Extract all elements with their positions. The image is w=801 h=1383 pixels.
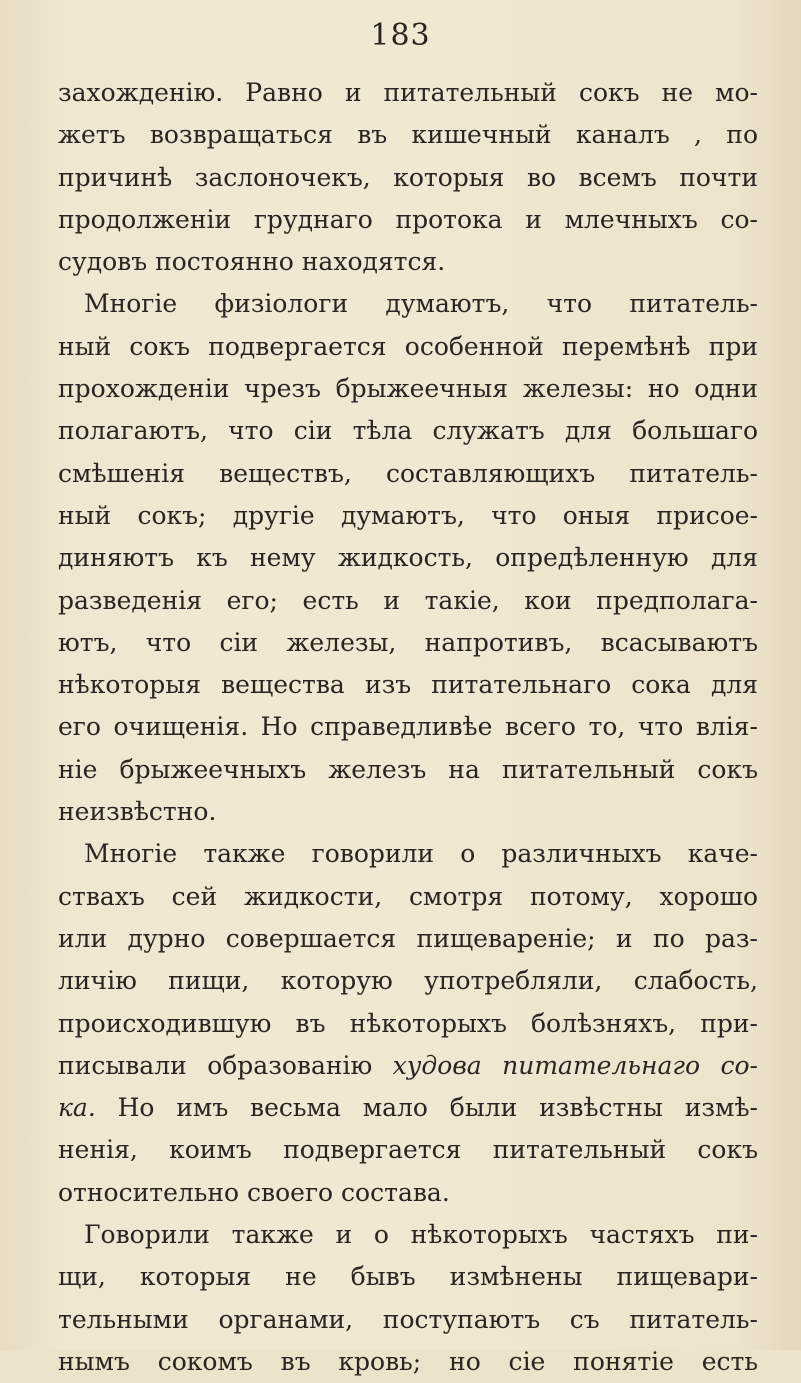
text-line: ніе брыжеечныхъ железъ на питательный сокъ (58, 754, 758, 784)
text-line: Многіе также говорили о различныхъ каче- (84, 839, 758, 869)
text-line: ный сокъ; другіе думаютъ, что оныя присое- (58, 500, 758, 530)
text-line: или дурно совершается пищевареніе; и по раз- (58, 923, 758, 953)
text-line: ный сокъ подвергается особенной перемѣнѣ при (58, 331, 758, 361)
text-line: ствахъ сей жидкости, смотря потому, хорошо (58, 881, 758, 911)
paragraph-1 (58, 72, 758, 283)
text-line: прохожденіи чрезъ брыжеечныя железы: но одни (58, 374, 758, 404)
text-line: неизвѣстно. (58, 797, 217, 827)
paragraph-3 (58, 833, 758, 1214)
paragraph-4 (58, 1214, 758, 1383)
page-number: 183 (370, 18, 431, 53)
text-line: тельными органами, поступаютъ съ питатель- (58, 1304, 758, 1334)
text-line: относительно своего состава. (58, 1177, 450, 1207)
text-line: Многіе физіологи думаютъ, что питатель- (84, 289, 758, 319)
text-line: личію пищи, которую употребляли, слабость, (58, 966, 758, 996)
paragraph-2 (58, 283, 758, 833)
text-line: продолженіи груднаго протока и млечныхъ со- (58, 204, 758, 234)
text-line: захожденію. Равно и питательный сокъ не мо- (58, 78, 758, 107)
text-line: происходившую въ нѣкоторыхъ болѣзняхъ, при- (58, 1008, 758, 1038)
text-line: его очищенія. Но справедливѣе всего то, что влія- (58, 712, 758, 742)
body-text (58, 72, 758, 1383)
text-line: полагаютъ, что сіи тѣла служатъ для большаго (58, 416, 758, 446)
text-line: ютъ, что сіи железы, напротивъ, всасываютъ (58, 627, 758, 657)
text-line: причинѣ заслоночекъ, которыя во всемъ почти (58, 162, 758, 192)
text-line: разведенія его; есть и такіе, кои предполага- (58, 585, 758, 615)
italic-term: худова питательнаго со- (392, 1050, 758, 1080)
text-line (58, 1087, 758, 1129)
text-line: смѣшенія веществъ, составляющихъ питатель- (58, 458, 758, 488)
text-line: жетъ возвращаться въ кишечный каналъ , по (58, 120, 758, 150)
text-line (58, 1045, 758, 1087)
text-line: ненія, коимъ подвергается питательный сокъ (58, 1135, 758, 1165)
italic-term: ка. (58, 1093, 96, 1123)
text-line: щи, которыя не бывъ измѣнены пищевари- (58, 1262, 758, 1292)
text-line: нымъ сокомъ въ кровь; но сіе понятіе есть (58, 1346, 758, 1376)
text-span: писывали образованію (58, 1050, 393, 1080)
text-span: Но имъ весьма мало были извѣстны измѣ- (95, 1093, 758, 1123)
text-line: судовъ постоянно находятся. (58, 247, 446, 277)
text-line: нѣкоторыя вещества изъ питательнаго сока для (58, 670, 758, 700)
text-line: диняютъ къ нему жидкость, опредѣленную для (58, 543, 758, 573)
text-line: Говорили также и о нѣкоторыхъ частяхъ пи- (84, 1220, 758, 1250)
